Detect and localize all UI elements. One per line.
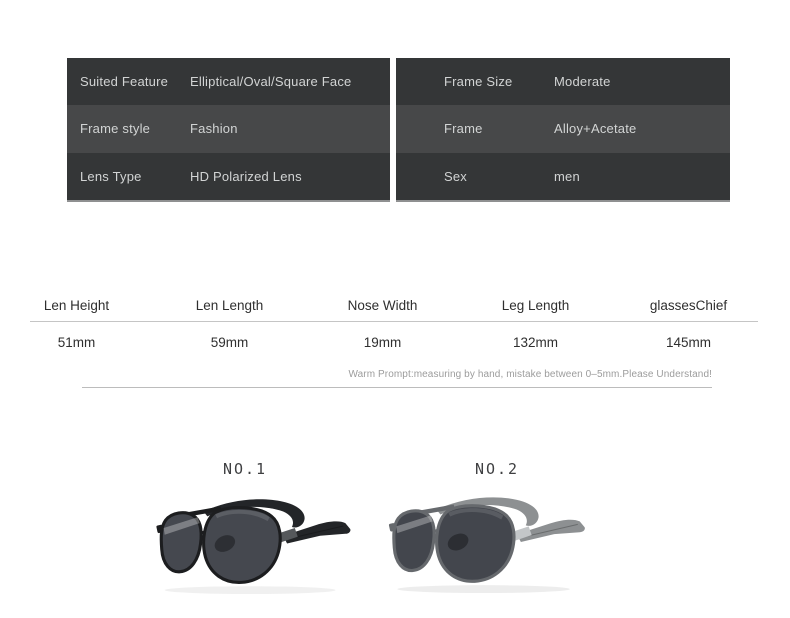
spec-row [396, 105, 730, 152]
spec-label: Sex [444, 168, 468, 184]
measurement-header-row [0, 298, 765, 313]
measurement-header: Len Height [43, 298, 110, 313]
divider-line [82, 387, 712, 388]
measurement-header: Len Length [195, 298, 264, 313]
spec-value: Moderate [554, 74, 611, 90]
measurement-value: 59mm [210, 335, 249, 350]
divider-line [30, 321, 758, 322]
measurement-header: glassesChief [649, 298, 728, 313]
spec-label: Suited Feature [80, 74, 169, 90]
measurement-value: 145mm [665, 335, 711, 350]
shadow [165, 586, 336, 594]
spec-table-left [67, 58, 390, 202]
spec-row [67, 105, 390, 152]
spec-value: men [554, 168, 580, 184]
spec-label: Frame [444, 121, 483, 137]
measurement-value-row [0, 335, 765, 350]
spec-label: Frame Size [444, 74, 513, 90]
spec-value: Alloy+Acetate [554, 121, 637, 137]
measurement-header: Leg Length [501, 298, 570, 313]
spec-row [396, 58, 730, 105]
measurement-value: 132mm [512, 335, 558, 350]
spec-value: HD Polarized Lens [190, 168, 302, 184]
sunglasses-no2-image [385, 491, 592, 594]
spec-table-right [396, 58, 730, 202]
measurement-value: 51mm [57, 335, 96, 350]
spec-label: Lens Type [80, 168, 142, 184]
shadow [397, 585, 570, 593]
product-label-no2: NO.2 [474, 460, 520, 478]
product-label-no1: NO.1 [222, 460, 268, 478]
spec-value: Elliptical/Oval/Square Face [190, 74, 352, 90]
sunglasses-no1-image [153, 493, 357, 595]
measurement-value: 19mm [363, 335, 402, 350]
measurement-header: Nose Width [347, 298, 418, 313]
spec-row [67, 58, 390, 105]
spec-row [67, 153, 390, 200]
measurement-warning-note: Warm Prompt:measuring by hand, mistake between 0–5mm.Please Understand! [348, 369, 712, 380]
spec-value: Fashion [190, 121, 238, 137]
spec-row [396, 153, 730, 200]
spec-label: Frame style [80, 121, 151, 137]
